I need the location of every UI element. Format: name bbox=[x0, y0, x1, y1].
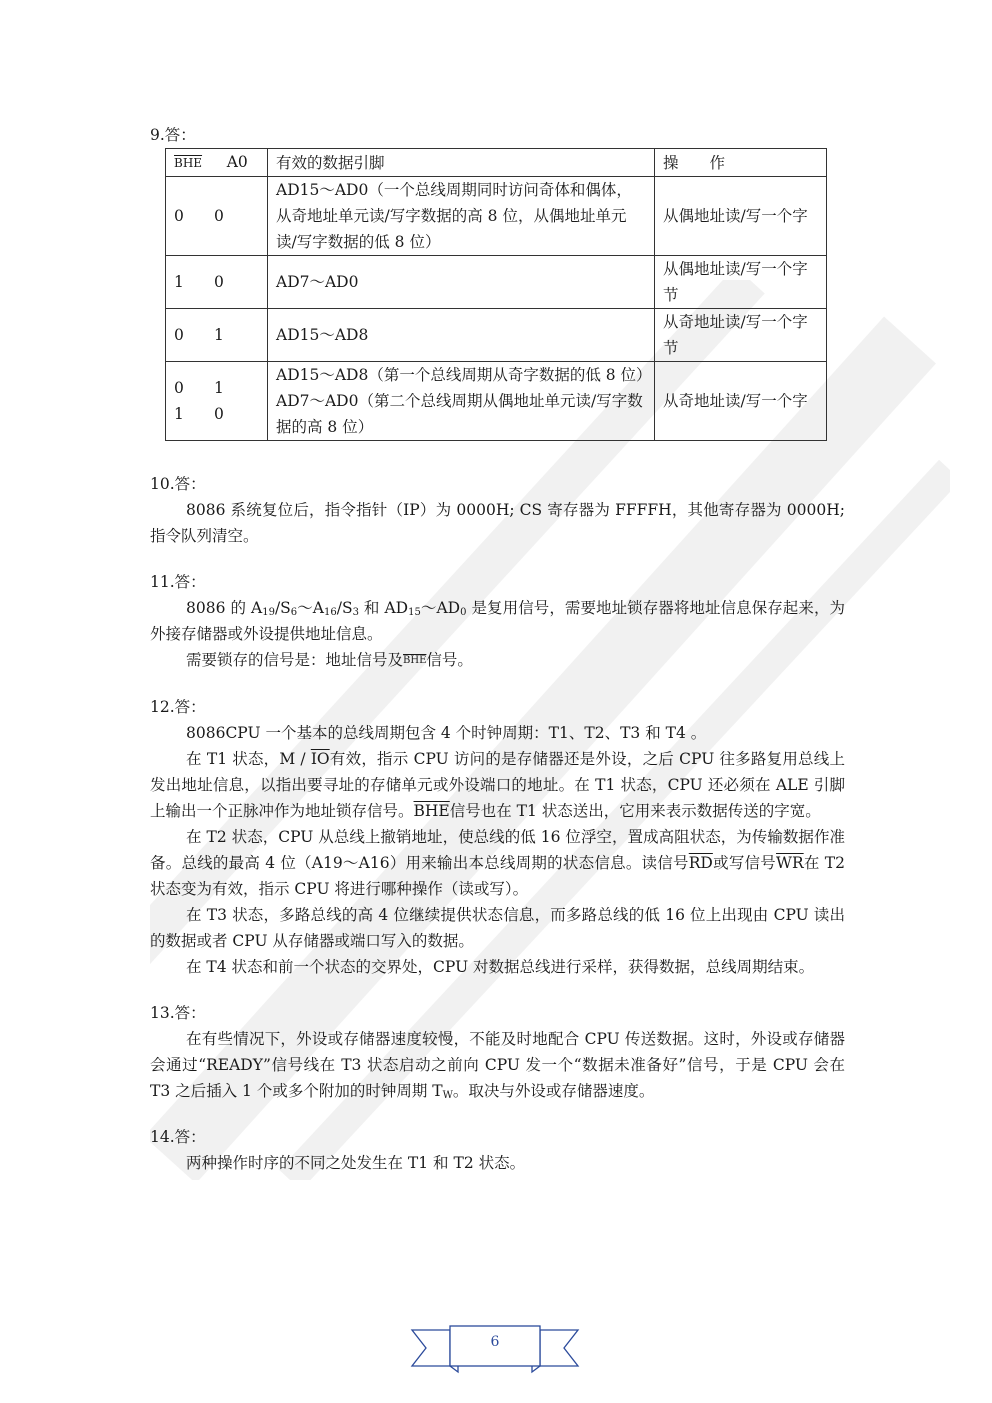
q14-paragraph: 两种操作时序的不同之处发生在 T1 和 T2 状态。 bbox=[186, 1154, 526, 1172]
cell-pins: AD7～AD0 bbox=[268, 256, 655, 309]
cell-operation: 从奇地址读/写一个字节 bbox=[655, 309, 827, 362]
q12-paragraph-2: 在 T1 状态，M / $\overline{IO}$有效，指示 CPU 访问的是存储器还是外设，之后 CPU 往多路复用总线上发出地址信息，以指出要寻址的存储单元或外设端口的地址。在 T1 状态，CPU 还必须在 ALE 引脚上输出一个正脉冲作为地址锁存信号。$\overline{BHE}$信号也在 T1 状态送出，它用来表示数据传送的字宽。 bbox=[150, 750, 845, 820]
q10-paragraph: 8086 系统复位后，指令指针（IP）为 0000H; CS 寄存器为 FFFFH，其他寄存器为 0000H;指令队列清空。 bbox=[150, 501, 845, 545]
q12-paragraph-1: 8086CPU 一个基本的总线周期包含 4 个时钟周期：T1、T2、T3 和 T4 。 bbox=[186, 724, 707, 742]
table-row bbox=[166, 256, 827, 309]
q12-paragraph-5: 在 T4 状态和前一个状态的交界处，CPU 对数据总线进行采样，获得数据，总线周期结束。 bbox=[186, 958, 815, 976]
cell-bhe: 0 bbox=[174, 326, 184, 344]
q11-paragraph-1: 8086 的 $A_{19}/S_6\sim A_{16}/S_3$ 和 $AD_{15}\sim AD_0$ 是复用信号，需要地址锁存器将地址信息保存起来，为外接存储器或外设提供地址信息。 bbox=[150, 599, 846, 643]
cell-pins bbox=[268, 362, 655, 441]
cell-bhe-a0 bbox=[166, 362, 268, 441]
header-a0: A0 bbox=[226, 153, 248, 171]
rd-signal: $\overline{RD}$ bbox=[688, 854, 713, 872]
q11-paragraph-2: 需要锁存的信号是：地址信号及$\overline{BHE}$信号。 bbox=[186, 651, 473, 669]
cell-pins-line1: AD15～AD8（第一个总线周期从奇字数据的低 8 位） bbox=[276, 366, 652, 384]
cell-bhe: 0 bbox=[174, 207, 184, 225]
header-operation: 操 作 bbox=[655, 149, 827, 177]
q12-paragraph-3: 在 T2 状态，CPU 从总线上撤销地址，使总线的低 16 位浮空，置成高阻状态，为传输数据作准备。总线的最高 4 位（A19～A16）用来输出本总线周期的状态信息。读信号$\overline{RD}$或写信号$\overline{WR}$在 T2 状态变为有效，指示 CPU 将进行哪种操作（读或写）。 bbox=[150, 828, 845, 898]
q9-heading: 9.答： bbox=[150, 126, 196, 144]
wr-signal: $\overline{WR}$ bbox=[776, 854, 804, 872]
cell-a0: 1 bbox=[214, 379, 224, 397]
table-header-row bbox=[166, 149, 827, 177]
answer-content bbox=[150, 122, 845, 1176]
bhe-signal: $\overline{BHE}$ bbox=[403, 655, 427, 666]
q14-heading: 14.答： bbox=[150, 1128, 206, 1146]
cell-pins: AD15～AD0（一个总线周期同时访问奇体和偶体，从奇地址单元读/写字数据的高 8 位，从偶地址单元读/写字数据的低 8 位） bbox=[268, 177, 655, 256]
page-number: 6 bbox=[490, 1334, 500, 1350]
cell-bhe-second: 1 bbox=[174, 405, 184, 423]
data-pin-table bbox=[165, 148, 827, 441]
bhe-signal: $\overline{BHE}$ bbox=[413, 802, 450, 820]
page-number-ribbon bbox=[410, 1320, 580, 1376]
cell-operation: 从奇地址读/写一个字 bbox=[655, 362, 827, 441]
header-bhe: $\overline{BHE}$ bbox=[174, 156, 203, 170]
cell-a0: 0 bbox=[214, 273, 224, 291]
io-signal: $\overline{IO}$ bbox=[310, 750, 330, 768]
cell-a0: 1 bbox=[214, 326, 224, 344]
table-row bbox=[166, 177, 827, 256]
cell-bhe: 0 bbox=[174, 379, 184, 397]
cell-bhe: 1 bbox=[174, 273, 184, 291]
q13-heading: 13.答： bbox=[150, 1004, 206, 1022]
table-row bbox=[166, 309, 827, 362]
header-bhe-a0 bbox=[166, 149, 268, 177]
table-row bbox=[166, 362, 827, 441]
cell-operation: 从偶地址读/写一个字节 bbox=[655, 256, 827, 309]
cell-bhe-a0 bbox=[166, 309, 268, 362]
cell-pins-line2: AD7～AD0（第二个总线周期从偶地址单元读/写字数据的高 8 位） bbox=[276, 392, 643, 436]
q12-paragraph-4: 在 T3 状态，多路总线的高 4 位继续提供状态信息，而多路总线的低 16 位上出现由 CPU 读出的数据或者 CPU 从存储器或端口写入的数据。 bbox=[150, 906, 845, 950]
cell-pins: AD15～AD8 bbox=[268, 309, 655, 362]
q11-heading: 11.答： bbox=[150, 573, 206, 591]
cell-bhe-a0 bbox=[166, 256, 268, 309]
cell-bhe-a0 bbox=[166, 177, 268, 256]
q13-paragraph: 在有些情况下，外设或存储器速度较慢，不能及时地配合 CPU 传送数据。这时，外设或存储器会通过“READY”信号线在 T3 状态启动之前向 CPU 发一个“数据未准备好”信号，于是 CPU 会在 T3 之后插入 1 个或多个附加的时钟周期 $T_W$。取决与外设或存储器速度。 bbox=[150, 1030, 845, 1101]
cell-a0-second: 0 bbox=[214, 405, 224, 423]
q12-heading: 12.答： bbox=[150, 698, 206, 716]
cell-a0: 0 bbox=[214, 207, 224, 225]
cell-operation: 从偶地址读/写一个字 bbox=[655, 177, 827, 256]
header-pins: 有效的数据引脚 bbox=[268, 149, 655, 177]
q10-heading: 10.答： bbox=[150, 475, 206, 493]
